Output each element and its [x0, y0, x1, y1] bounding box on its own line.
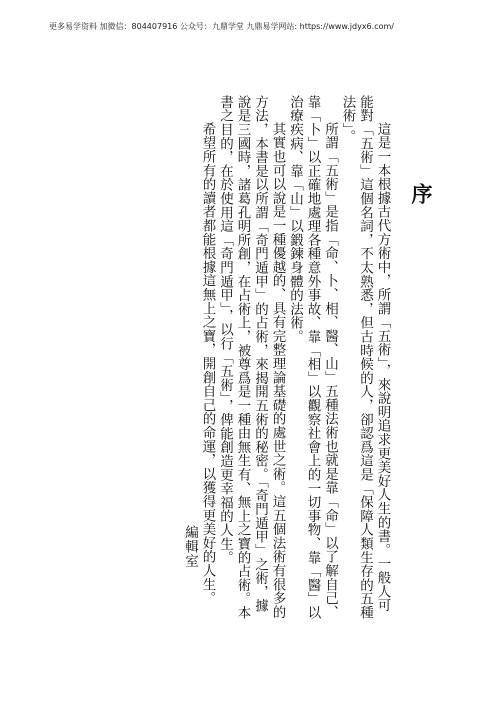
preface-column-1: 這是一本根據古代方術中，所謂「五術」，來說明追求更美好人生的書。一般人可: [374, 122, 391, 613]
preface-column-9: 說是三國時，諸葛孔明所創，在占術上，被尊爲是一種由無生有、無上之寶的占術。本: [234, 95, 251, 620]
preface-column-6: 治療疾病、靠「山」以鍛鍊身體的法術。: [287, 95, 303, 344]
preface-body: [181, 95, 434, 670]
preface-signature: 編輯室: [182, 525, 198, 569]
page-header-text: 更多易学资料 加微信：804407916 公众号：九鼎学堂 九鼎易学网站: https://www.jdyx6.com/: [49, 22, 394, 31]
preface-column-11: 希望所有的讀者都能根據這無上之寶，開創自己的命運，以獲得更美好的人生。: [199, 122, 216, 605]
preface-column-4: 所謂「五術」是指「命、卜、相、醫、山」五種法術也就是靠「命」以了解自己、: [322, 122, 338, 619]
preface-column-5: 靠「卜」以正確地處理各種意外事故、靠「相」以觀察社會上的一切事物、靠「醫」以: [304, 95, 321, 620]
preface-column-10: 書之目的，在於使用這「奇門遁甲」，以行「五術」，俾能創造更幸福的人生。: [217, 95, 233, 565]
preface-column-3: 法術」。: [339, 95, 356, 144]
preface-column-7: 其實也可以說是一種優越的、具有完整理論基礎的處世之術。這五個法術有很多的: [269, 122, 286, 619]
preface-title: 序: [409, 183, 434, 204]
preface-page: [50, 95, 434, 670]
preface-column-2: 能對「五術」這個名詞，不太熟悉，但古時候的人，卻認爲這是「保障人類生存的五種: [357, 95, 373, 620]
preface-column-8: 方法，本書是以所謂「奇門遁甲」的占術，來揭開五術的秘密。「奇門遁甲」之術，據: [252, 95, 268, 613]
